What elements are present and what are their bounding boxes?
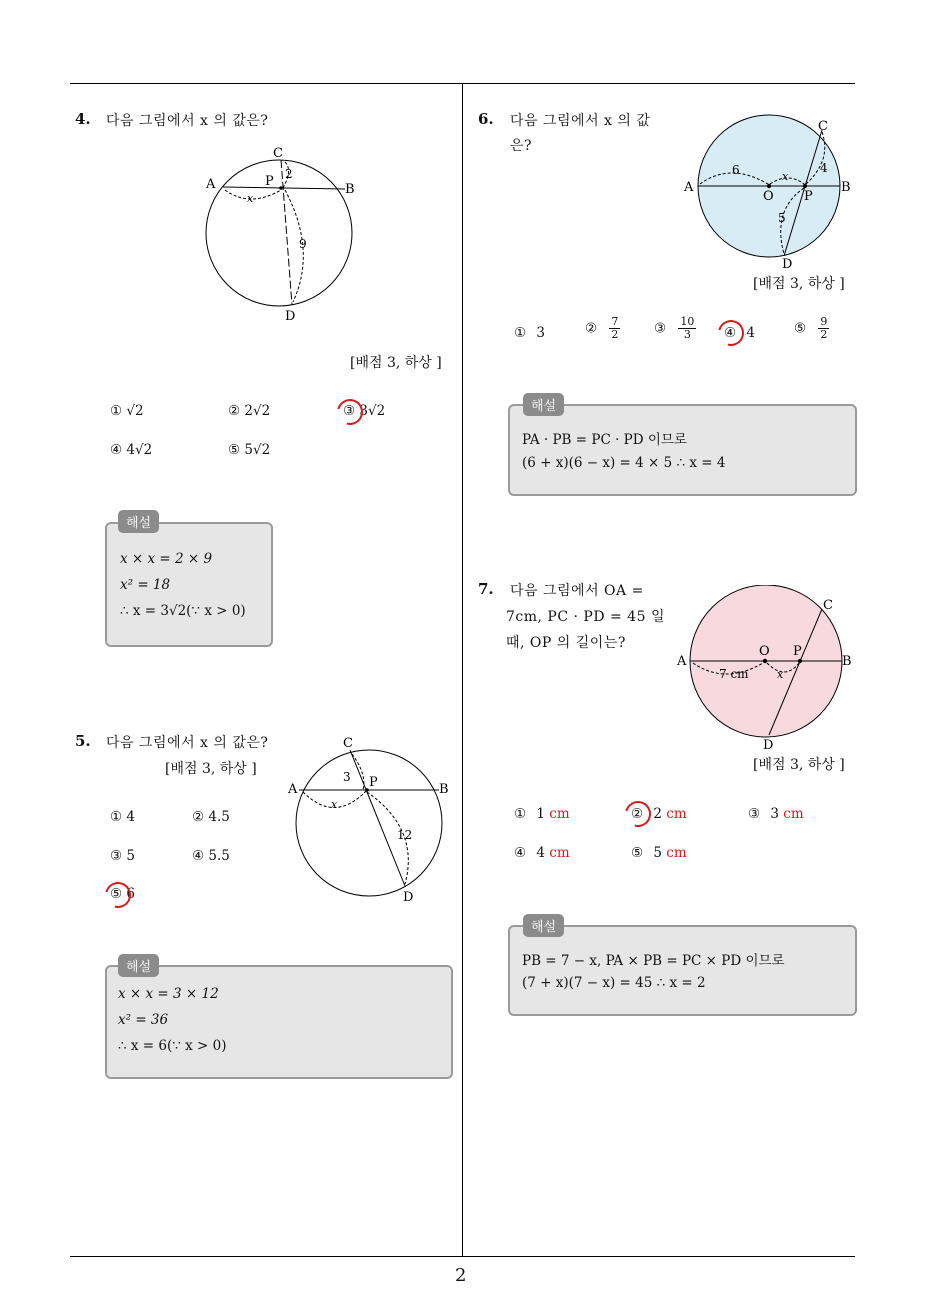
q7-figure xyxy=(675,585,860,753)
q4-choice-2[interactable]: ② 2√2 xyxy=(228,403,271,419)
q6-sol-line1: PA · PB = PC · PD 이므로 xyxy=(522,432,687,448)
q6-choice-3-den: 3 xyxy=(683,328,691,341)
q6-seg-4: 4 xyxy=(820,161,828,175)
q6-choice-3-mark: ③ xyxy=(654,320,667,337)
bottom-rule xyxy=(70,1256,855,1257)
q6-label-C: C xyxy=(818,119,828,134)
q4-sol-line3: ∴ x = 3√2(∵ x > 0) xyxy=(120,603,246,619)
q6-choice-1-mark: ① xyxy=(514,325,527,341)
q5-sol-line2: x² = 36 xyxy=(118,1012,169,1028)
q7-choice-2-mark: ② xyxy=(631,806,644,822)
q4-label-P: P xyxy=(265,174,274,189)
q7-label-A: A xyxy=(677,654,687,669)
q7-choice-2-unit: cm xyxy=(666,806,687,822)
q7-choice-1-unit: cm xyxy=(549,806,570,822)
q7-choice-2-value: 2 xyxy=(653,806,662,822)
q6-choice-2[interactable] xyxy=(585,316,620,341)
q7-choice-1-value: 1 xyxy=(536,806,545,822)
q4-label-A: A xyxy=(206,177,216,192)
q7-choice-5[interactable] xyxy=(631,845,687,861)
q7-label-D: D xyxy=(763,738,774,753)
q7-choice-1[interactable] xyxy=(514,806,570,822)
q4-label-B: B xyxy=(345,182,355,197)
q5-choice-3[interactable]: ③ 5 xyxy=(110,848,135,864)
q5-label-C: C xyxy=(343,736,353,751)
q6-choice-2-num: 7 xyxy=(611,315,619,328)
q6-meta: [배점 3, 하상 ] xyxy=(753,276,845,292)
q7-choice-5-unit: cm xyxy=(666,845,687,861)
q5-label-D: D xyxy=(403,890,414,905)
page-number: 2 xyxy=(455,1265,467,1286)
q7-sol-line1: PB = 7 − x, PA × PB = PC × PD 이므로 xyxy=(522,953,785,969)
q7-answer-circle xyxy=(620,796,656,832)
q7-sol-line2: (7 + x)(7 − x) = 45 ∴ x = 2 xyxy=(522,975,706,991)
q5-meta: [배점 3, 하상 ] xyxy=(165,761,257,777)
q5-choice-5[interactable]: ⑤ 6 xyxy=(110,886,135,902)
q7-choice-4-mark: ④ xyxy=(514,845,527,861)
q6-label-O: O xyxy=(763,189,774,204)
q7-text-line2: 7cm, PC · PD = 45 일 xyxy=(506,609,665,625)
q5-answer-circle xyxy=(100,877,136,913)
q6-solution-badge: 해설 xyxy=(523,393,564,416)
q7-choice-4-unit: cm xyxy=(549,845,570,861)
q4-solution-badge: 해설 xyxy=(118,510,159,533)
q5-text: 다음 그림에서 x 의 값은? xyxy=(106,735,269,751)
q7-solution-badge: 해설 xyxy=(523,914,564,937)
column-divider xyxy=(462,83,463,1256)
q4-figure xyxy=(195,140,370,325)
q7-text-line1: 다음 그림에서 OA = xyxy=(510,583,644,599)
q5-choice-1[interactable]: ① 4 xyxy=(110,809,135,825)
q4-label-C: C xyxy=(273,146,283,161)
q7-choice-5-value: 5 xyxy=(653,845,662,861)
q5-label-A: A xyxy=(288,782,298,797)
q4-meta: [배점 3, 하상 ] xyxy=(350,355,442,371)
q4-text: 다음 그림에서 x 의 값은? xyxy=(106,113,269,129)
q5-figure xyxy=(285,734,455,906)
q7-label-P: P xyxy=(793,644,802,659)
q7-label-B: B xyxy=(842,654,852,669)
q7-seg-x: x xyxy=(777,668,784,681)
q6-label-A: A xyxy=(684,180,694,195)
q5-label-P: P xyxy=(369,775,378,790)
q5-choice-2[interactable]: ② 4.5 xyxy=(192,809,230,825)
q5-seg-12: 12 xyxy=(397,828,413,842)
q6-choice-1-value: 3 xyxy=(536,325,545,341)
q7-choice-3[interactable] xyxy=(748,806,804,822)
q4-choice-5[interactable]: ⑤ 5√2 xyxy=(228,442,271,458)
q6-choice-1[interactable] xyxy=(514,325,545,341)
q4-choice-4[interactable]: ④ 4√2 xyxy=(110,442,153,458)
q5-label-B: B xyxy=(439,782,449,797)
q4-answer-circle xyxy=(332,394,368,430)
q4-seg-9: 9 xyxy=(299,237,307,251)
q7-number: 7. xyxy=(478,580,494,598)
q7-choice-3-value: 3 xyxy=(770,806,779,822)
q7-choice-4-value: 4 xyxy=(536,845,545,861)
q4-sol-line1: x × x = 2 × 9 xyxy=(120,551,213,567)
q6-label-D: D xyxy=(782,257,793,272)
q6-choice-4-value: 4 xyxy=(746,325,755,341)
q4-seg-2: 2 xyxy=(285,167,293,181)
q4-number: 4. xyxy=(75,110,91,128)
q7-meta: [배점 3, 하상 ] xyxy=(753,757,845,773)
q6-number: 6. xyxy=(478,110,494,128)
q4-label-D: D xyxy=(285,309,296,324)
q6-solution-box xyxy=(508,404,857,496)
q7-label-C: C xyxy=(823,598,833,613)
q6-choice-4-mark: ④ xyxy=(724,325,737,341)
q5-sol-line3: ∴ x = 6(∵ x > 0) xyxy=(118,1038,227,1054)
q4-seg-x: x xyxy=(247,192,254,205)
q5-sol-line1: x × x = 3 × 12 xyxy=(118,986,219,1002)
q4-sol-line2: x² = 18 xyxy=(120,577,171,593)
q6-answer-circle xyxy=(713,315,749,351)
q6-figure xyxy=(680,110,860,272)
q7-choice-5-mark: ⑤ xyxy=(631,845,644,861)
q7-solution-box xyxy=(508,925,857,1016)
q6-seg-5: 5 xyxy=(778,211,786,225)
q6-choice-5-num: 9 xyxy=(820,315,828,328)
q4-choice-1[interactable]: ① √2 xyxy=(110,403,144,419)
q6-seg-x: x xyxy=(782,170,789,183)
q7-choice-3-mark: ③ xyxy=(748,806,761,822)
q6-sol-line2: (6 + x)(6 − x) = 4 × 5 ∴ x = 4 xyxy=(522,455,726,471)
q6-label-B: B xyxy=(841,180,851,195)
q6-seg-6: 6 xyxy=(732,163,740,177)
q5-solution-badge: 해설 xyxy=(118,954,159,977)
q6-choice-5-den: 2 xyxy=(820,328,828,341)
q6-choice-5[interactable] xyxy=(794,316,829,341)
q6-label-P: P xyxy=(804,189,813,204)
q6-text-line1: 다음 그림에서 x 의 값 xyxy=(510,113,651,129)
q7-choice-3-unit: cm xyxy=(783,806,804,822)
q6-choice-5-mark: ⑤ xyxy=(794,320,807,337)
q7-choice-4[interactable] xyxy=(514,845,570,861)
q7-label-O: O xyxy=(759,644,770,659)
q5-choice-4[interactable]: ④ 5.5 xyxy=(192,848,230,864)
q7-text-line3: 때, OP 의 길이는? xyxy=(506,635,626,651)
q6-choice-3[interactable] xyxy=(654,316,696,341)
q6-choice-2-den: 2 xyxy=(611,328,619,341)
q6-choice-2-mark: ② xyxy=(585,320,598,337)
q5-seg-3: 3 xyxy=(343,770,351,784)
q7-choice-1-mark: ① xyxy=(514,806,527,822)
q6-choice-3-num: 10 xyxy=(680,315,695,328)
q5-seg-x: x xyxy=(331,798,338,811)
q7-seg-7cm: 7 cm xyxy=(719,667,749,681)
q5-number: 5. xyxy=(75,732,91,750)
q4-choice-3[interactable]: ③ 3√2 xyxy=(343,403,386,419)
q6-text-line2: 은? xyxy=(510,138,533,154)
